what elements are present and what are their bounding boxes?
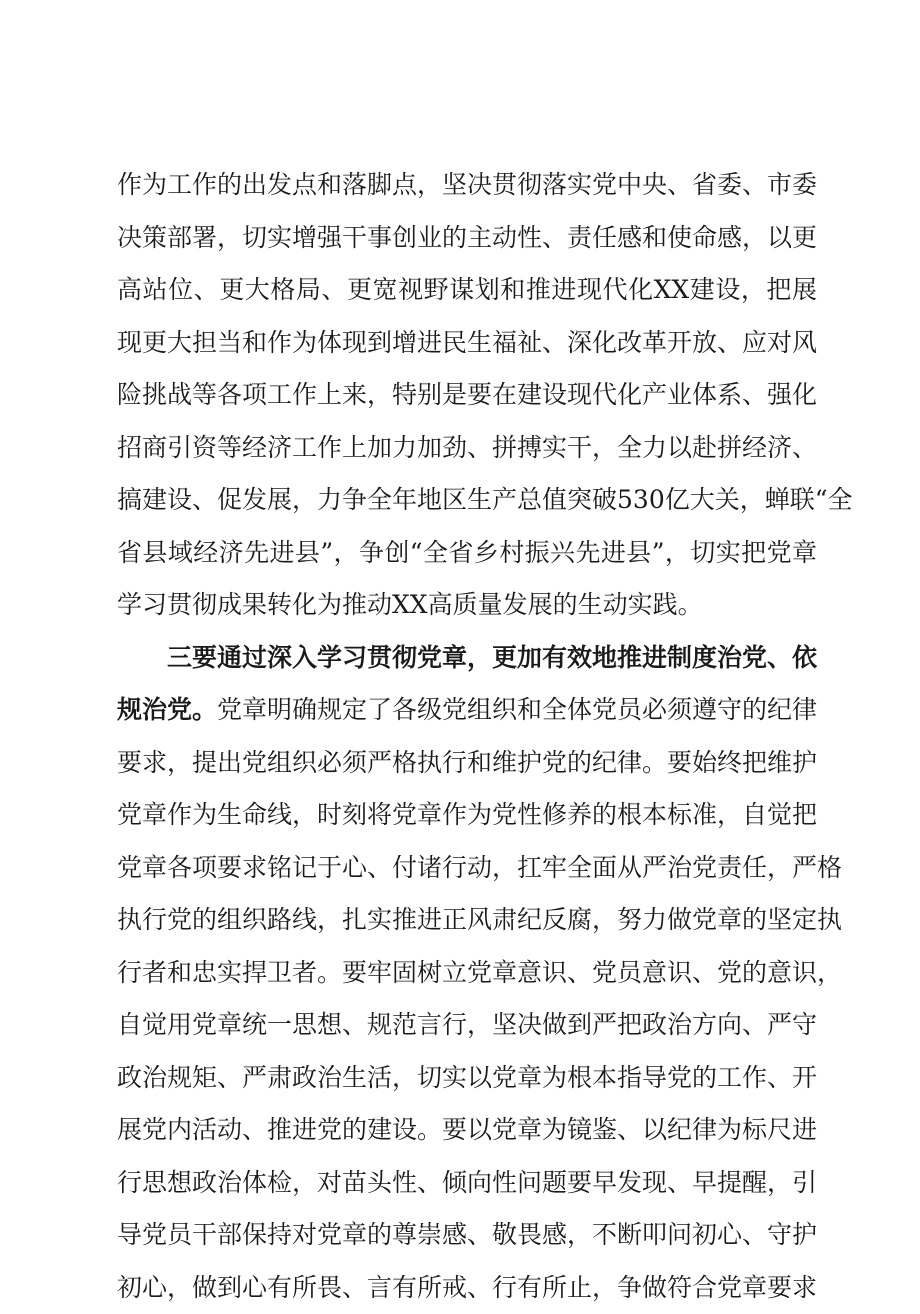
text-line: 现更大担当和作为体现到增进民生福祉、深化改革开放、应对风 (117, 317, 817, 370)
paragraph-2 (117, 632, 817, 1314)
text-line: 要求，提出党组织必须严格执行和维护党的纪律。要始终把维护 (117, 737, 817, 790)
text-line: 高站位、更大格局、更宽视野谋划和推进现代化XX建设，把展 (117, 264, 817, 317)
text-line: 党章作为生命线，时刻将党章作为党性修养的根本标准，自觉把 (117, 789, 817, 842)
section-heading: 三要通过深入学习贯彻党章，更加有效地推进制度治党、依 (117, 632, 817, 685)
text-line: 省县域经济先进县”，争创“全省乡村振兴先进县”，切实把党章 (117, 527, 817, 580)
document-body (117, 159, 817, 1314)
text-line: 党章各项要求铭记于心、付诸行动，扛牢全面从严治党责任，严格 (117, 842, 817, 895)
text-line: 初心，做到心有所畏、言有所戒、行有所止，争做符合党章要求 (117, 1262, 817, 1314)
text-line: 导党员干部保持对党章的尊崇感、敬畏感，不断叩问初心、守护 (117, 1209, 817, 1262)
text-line (117, 684, 817, 737)
text-line: 决策部署，切实增强干事创业的主动性、责任感和使命感，以更 (117, 212, 817, 265)
text-line: 行者和忠实捍卫者。要牢固树立党章意识、党员意识、党的意识， (117, 947, 817, 1000)
paragraph-1 (117, 159, 817, 632)
text-run: 党章明确规定了各级党组织和全体党员必须遵守的纪律 (217, 695, 817, 724)
text-line: 作为工作的出发点和落脚点，坚决贯彻落实党中央、省委、市委 (117, 159, 817, 212)
text-line: 执行党的组织路线，扎实推进正风肃纪反腐，努力做党章的坚定执 (117, 894, 817, 947)
text-line: 政治规矩、严肃政治生活，切实以党章为根本指导党的工作、开 (117, 1052, 817, 1105)
text-line: 招商引资等经济工作上加力加劲、拼搏实干，全力以赴拼经济、 (117, 422, 817, 475)
text-line: 学习贯彻成果转化为推动XX高质量发展的生动实践。 (117, 579, 817, 632)
text-line: 行思想政治体检，对苗头性、倾向性问题要早发现、早提醒，引 (117, 1157, 817, 1210)
text-line: 搞建设、促发展，力争全年地区生产总值突破530亿大关，蝉联“全 (117, 474, 817, 527)
section-heading-end: 规治党。 (117, 695, 217, 724)
text-line: 自觉用党章统一思想、规范言行，坚决做到严把政治方向、严守 (117, 999, 817, 1052)
text-line: 展党内活动、推进党的建设。要以党章为镜鉴、以纪律为标尺进 (117, 1104, 817, 1157)
text-line: 险挑战等各项工作上来，特别是要在建设现代化产业体系、强化 (117, 369, 817, 422)
